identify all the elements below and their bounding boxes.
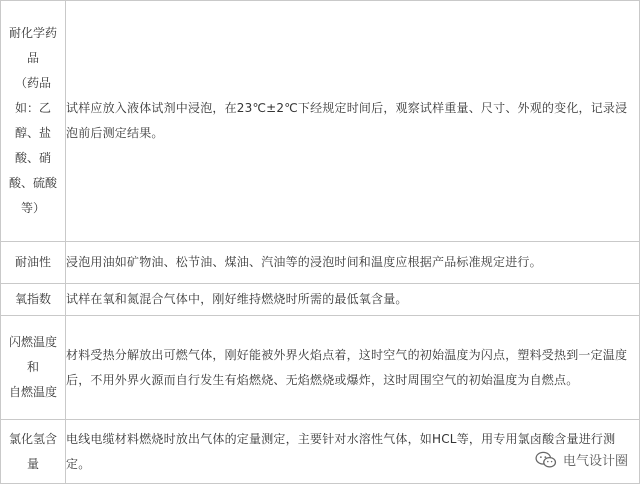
row-description: 材料受热分解放出可燃气体，刚好能被外界火焰点着，这时空气的初始温度为闪点，塑料受热到一定温度后，不用外界火源而自行发生有焰燃烧、无焰燃烧或爆炸，这时周围空气的初始温度为自燃点。 (66, 316, 640, 420)
row-heading (1, 420, 66, 484)
row-heading (1, 1, 66, 242)
table-row (1, 284, 640, 316)
heading-line: （药品 (14, 76, 51, 90)
heading-line: 醇、盐 (14, 126, 51, 140)
heading-line: 量 (26, 456, 39, 471)
heading-line: 自燃温度 (8, 385, 57, 399)
heading-line: 酸、硝 (14, 151, 51, 165)
watermark-text: 电气设计圈 (562, 454, 628, 469)
watermark (535, 450, 628, 469)
heading-line: 氯化氢含 (8, 431, 57, 446)
heading-line: 耐化学药 (8, 26, 57, 40)
row-heading (1, 242, 66, 284)
heading-line: 闪燃温度 (8, 335, 57, 349)
heading-line: 品 (26, 51, 39, 65)
row-description: 试样在氧和氮混合气体中，刚好维持燃烧时所需的最低氧含量。 (66, 284, 640, 316)
row-heading (1, 316, 66, 420)
heading-line: 耐油性 (14, 255, 51, 269)
row-description: 试样应放入液体试剂中浸泡，在23℃±2℃下经规定时间后，观察试样重量、尺寸、外观的变化，记录浸泡前后测定结果。 (66, 1, 640, 242)
heading-line: 等） (20, 201, 45, 215)
wechat-icon (535, 451, 557, 469)
table-row (1, 316, 640, 420)
heading-line: 和 (26, 360, 39, 374)
row-description: 浸泡用油如矿物油、松节油、煤油、汽油等的浸泡时间和温度应根据产品标准规定进行。 (66, 242, 640, 284)
heading-line: 酸、硫酸 (8, 176, 57, 190)
row-heading (1, 284, 66, 316)
table-row (1, 1, 640, 242)
heading-line: 氧指数 (14, 292, 51, 306)
row-description: 电线电缆材料燃烧时放出气体的定量测定，主要针对水溶性气体，如HCL等，用专用氯卤酸含量进行测定。 (66, 420, 640, 484)
heading-line: 如：乙 (14, 101, 51, 115)
table-row (1, 242, 640, 284)
